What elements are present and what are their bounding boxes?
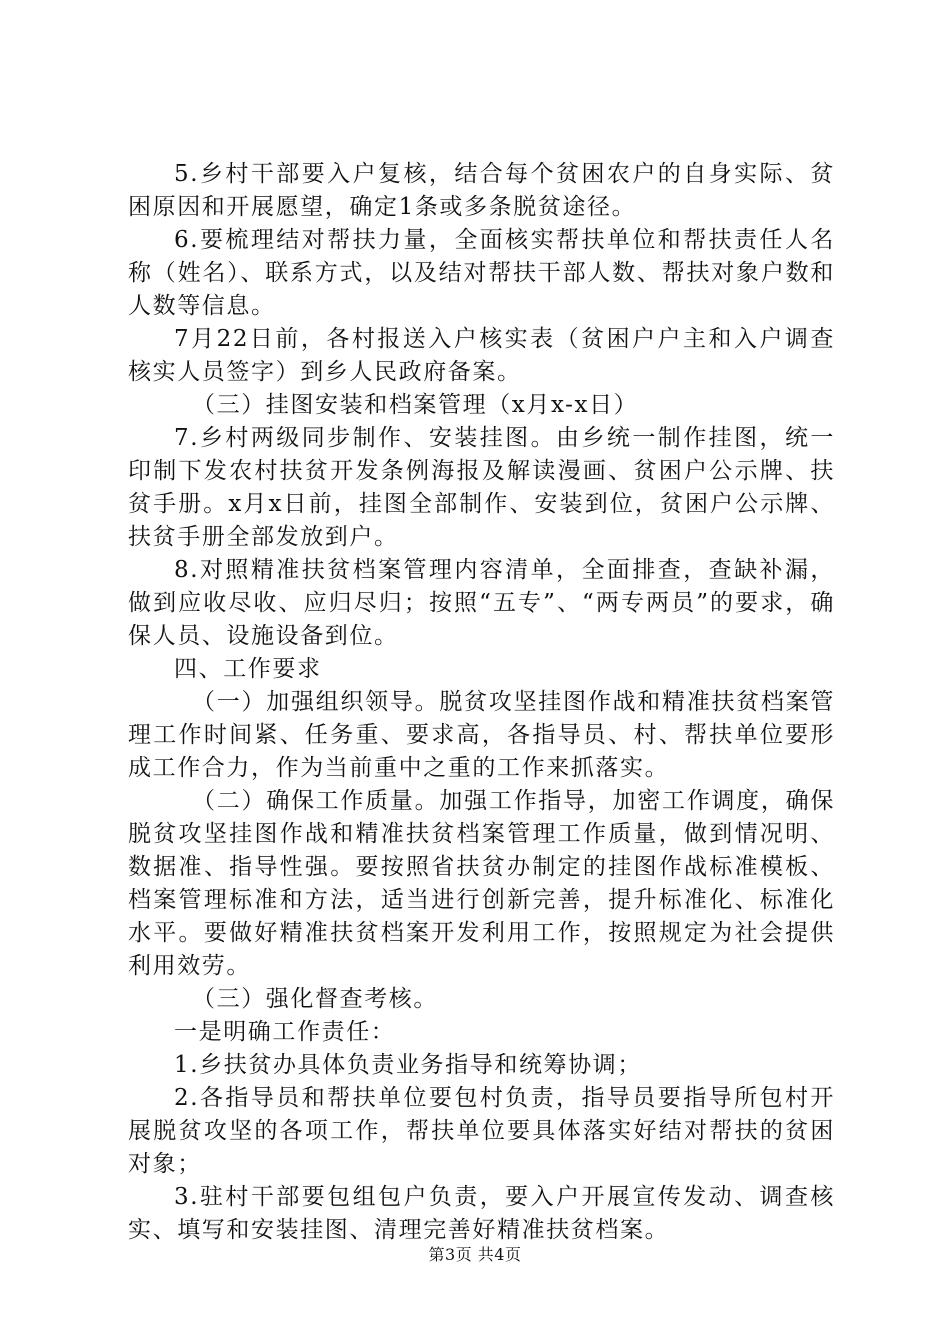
paragraph-requirement-2: （二）确保工作质量。加强工作指导，加密工作调度，确保脱贫攻坚挂图作战和精准扶贫档案管理工作质量，做到情况明、数据准、指导性强。要按照省扶贫办制定的挂图作战标准模板、档案管理标准和方法，适当进行创新完善，提升标准化、标准化水平。要做好精准扶贫档案开发利用工作，按照规定为社会提供利用效劳。 bbox=[128, 788, 835, 979]
paragraph-item-5: 5.乡村干部要入户复核，结合每个贫困农户的自身实际、贫困原因和开展愿望，确定1条或多条脱贫途径。 bbox=[128, 161, 835, 220]
paragraph-deadline-note: 7月22日前，各村报送入户核实表（贫困户户主和入户调查核实人员签字）到乡人民政府备案。 bbox=[128, 326, 835, 385]
paragraph-responsibility-2: 2.各指导员和帮扶单位要包村负责，指导员要指导所包村开展脱贫攻坚的各项工作，帮扶单位要具体落实好结对帮扶的贫困对象； bbox=[128, 1085, 835, 1177]
document-body bbox=[128, 158, 835, 1247]
paragraph-item-8: 8.对照精准扶贫档案管理内容清单，全面排查，查缺补漏，做到应收尽收、应归尽归；按照“五专”、“两专两员”的要求，确保人员、设施设备到位。 bbox=[128, 557, 835, 649]
section-heading-3: （三）挂图安装和档案管理（x月x-x日） bbox=[192, 392, 639, 418]
page-number-label: 第3页 共4页 bbox=[428, 1245, 522, 1264]
paragraph-requirement-3: （三）强化督查考核。 bbox=[192, 986, 438, 1012]
paragraph-item-6: 6.要梳理结对帮扶力量，全面核实帮扶单位和帮扶责任人名称（姓名）、联系方式，以及结对帮扶干部人数、帮扶对象户数和人数等信息。 bbox=[128, 227, 835, 319]
paragraph-responsibility-1: 1.乡扶贫办具体负责业务指导和统筹协调； bbox=[174, 1052, 642, 1078]
section-heading-work-requirements: 四、工作要求 bbox=[174, 656, 322, 682]
paragraph-responsibility-3: 3.驻村干部要包组包户负责，要入户开展宣传发动、调查核实、填写和安装挂图、清理完善好精准扶贫档案。 bbox=[128, 1184, 835, 1243]
paragraph-item-7: 7.乡村两级同步制作、安装挂图。由乡统一制作挂图，统一印制下发农村扶贫开发条例海报及解读漫画、贫困户公示牌、扶贫手册。x月x日前，挂图全部制作、安装到位，贫困户公示牌、扶贫手册全部发放到户。 bbox=[128, 425, 835, 550]
paragraph-responsibility-heading: 一是明确工作责任： bbox=[174, 1019, 396, 1045]
paragraph-requirement-1: （一）加强组织领导。脱贫攻坚挂图作战和精准扶贫档案管理工作时间紧、任务重、要求高，各指导员、村、帮扶单位要形成工作合力，作为当前重中之重的工作来抓落实。 bbox=[128, 689, 835, 781]
page-footer bbox=[0, 1245, 950, 1265]
